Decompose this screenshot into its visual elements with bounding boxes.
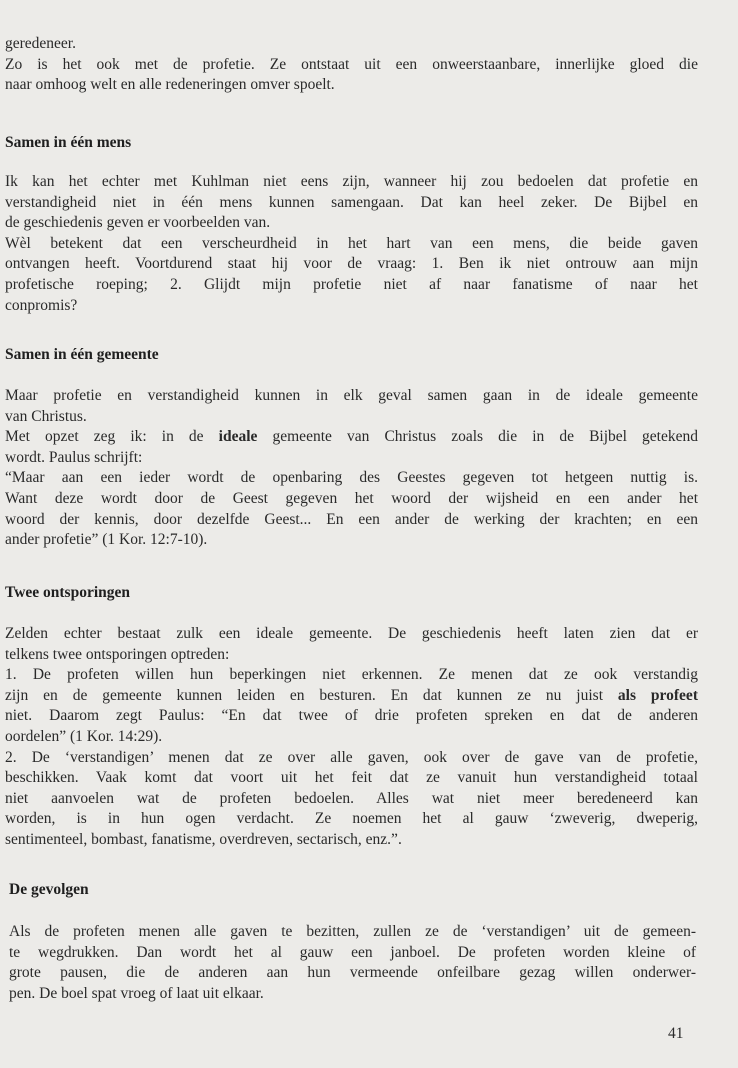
section-body — [9, 922, 696, 1004]
text-line: Zo is het ook met de profetie. Ze ontstaat uit een onweerstaanbare, innerlijke gloed die — [5, 55, 698, 73]
text-line: niet. Daarom zegt Paulus: “En dat twee of drie profeten spreken en dat de anderen — [5, 707, 698, 725]
text-line: grote pausen, die de anderen aan hun vermeende onfeilbare gezag willen onderwer- — [9, 964, 696, 982]
text-line — [5, 686, 698, 707]
emphasis-text: als profeet — [617, 686, 698, 704]
section-heading: Samen in één gemeente — [5, 346, 159, 363]
emphasis-text: ideale — [218, 428, 258, 446]
text-span: gemeente van Christus zoals die in de Bijbel getekend — [257, 428, 698, 446]
text-line: 1. De profeten willen hun beperkingen niet erkennen. Ze menen dat ze ook verstandig — [5, 666, 698, 684]
section-body — [5, 624, 698, 851]
text-line: Maar profetie en verstandigheid kunnen in elk geval samen gaan in de ideale gemeente — [5, 387, 698, 404]
section-body — [5, 386, 698, 551]
text-line: Zelden echter bestaat zulk een ideale gemeente. De geschiedenis heeft laten zien dat er — [5, 625, 698, 642]
text-line — [5, 427, 698, 448]
text-line: ontvangen heeft. Voortdurend staat hij voor de vraag: 1. Ben ik niet ontrouw aan mijn — [5, 255, 698, 273]
section-heading: De gevolgen — [9, 881, 89, 898]
text-line: oordelen” (1 Kor. 14:29). — [5, 727, 163, 745]
text-line: ander profetie” (1 Kor. 12:7-10). — [5, 531, 208, 549]
text-line: van Christus. — [5, 407, 87, 425]
text-line: pen. De boel spat vroeg of laat uit elkaar. — [9, 984, 264, 1002]
text-line: Want deze wordt door de Geest gegeven het woord der wijsheid en een ander het — [5, 489, 698, 507]
text-line: sentimenteel, bombast, fanatisme, overdreven, sectarisch, enz.”. — [5, 830, 402, 848]
text-line: Ik kan het echter met Kuhlman niet eens zijn, wanneer hij zou bedoelen dat profetie en — [5, 173, 698, 190]
text-line: te wegdrukken. Dan wordt het al gauw een janboel. De profeten worden kleine of — [9, 943, 696, 961]
text-line: 2. De ‘verstandigen’ menen dat ze over alle gaven, ook over de gave van de profetie, — [5, 748, 698, 766]
text-line: verstandigheid niet in één mens kunnen samengaan. Dat kan heel zeker. De Bijbel en — [5, 193, 698, 211]
intro-paragraph — [5, 34, 698, 96]
text-line: Als de profeten menen alle gaven te bezitten, zullen ze de ‘verstandigen’ uit de gemeen- — [9, 923, 696, 940]
section-heading: Samen in één mens — [5, 134, 132, 151]
text-line: wordt. Paulus schrijft: — [5, 448, 143, 466]
section-heading: Twee ontsporingen — [5, 584, 131, 601]
page-number: 41 — [668, 1025, 684, 1042]
text-span: Met opzet zeg ik: in de — [5, 428, 219, 446]
text-line: geredeneer. — [5, 35, 76, 52]
text-line: niet aanvoelen wat de profeten bedoelen. Alles wat niet meer beredeneerd kan — [5, 789, 698, 807]
text-line: profetische roeping; 2. Glijdt mijn profetie niet af naar fanatisme of naar het — [5, 275, 698, 293]
text-line: de geschiedenis geven er voorbeelden van. — [5, 214, 271, 232]
text-line: worden, is in hun ogen verdacht. Ze noemen het al gauw ‘zweverig, dweperig, — [5, 810, 698, 828]
text-span: zijn en de gemeente kunnen leiden en besturen. En dat kunnen ze nu juist — [5, 686, 618, 704]
text-line: conpromis? — [5, 296, 78, 314]
text-line: naar omhoog welt en alle redeneringen omver spoelt. — [5, 76, 335, 94]
text-line: woord der kennis, door dezelfde Geest... En een ander de werking der krachten; en een — [5, 510, 698, 528]
text-line: telkens twee ontsporingen optreden: — [5, 645, 230, 663]
section-body — [5, 172, 698, 316]
text-line: Wèl betekent dat een verscheurdheid in het hart van een mens, die beide gaven — [5, 234, 698, 252]
text-line: beschikken. Vaak komt dat voort uit het feit dat ze vanuit hun verstandigheid totaal — [5, 769, 698, 787]
text-line: “Maar aan een ieder wordt de openbaring des Geestes gegeven tot hetgeen nuttig is. — [5, 469, 698, 487]
